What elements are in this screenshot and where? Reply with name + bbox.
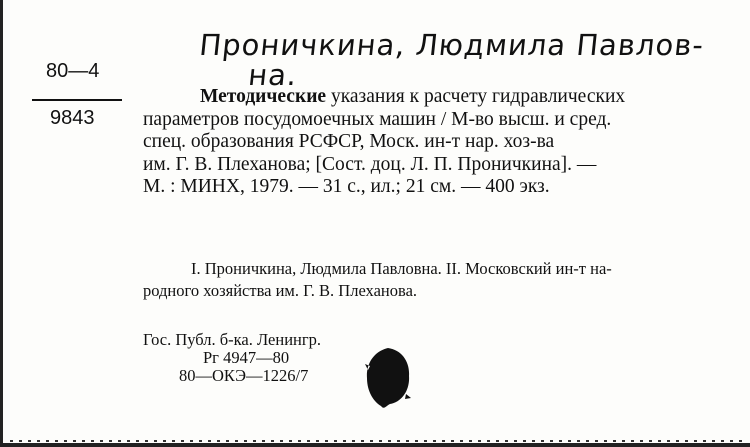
entry-line-5: М. : МИНХ, 1979. — 31 с., ил.; 21 см. — 400 экз. bbox=[143, 176, 550, 197]
call-number-divider bbox=[32, 99, 122, 101]
library-stamp-line-3: 80—ОКЭ—1226/7 bbox=[179, 366, 309, 385]
entry-line-2: параметров посудомоечных машин / М-во высш. и сред. bbox=[143, 108, 612, 130]
call-number-top: 80—4 bbox=[46, 60, 100, 82]
call-number-bottom: 9843 bbox=[50, 107, 95, 129]
handwritten-author-heading bbox=[195, 30, 706, 90]
entry-line-1 bbox=[143, 86, 736, 109]
handwritten-author-line-1: Проничкина, Людмила Павлов- bbox=[197, 28, 706, 62]
card-bottom-edge bbox=[0, 443, 750, 447]
entry-title-bold: Методические bbox=[200, 86, 327, 107]
tracings-line-1: I. Проничкина, Людмила Павловна. II. Московский ин-т на- bbox=[191, 259, 612, 278]
handwritten-author-line-2: на. bbox=[246, 58, 300, 92]
entry-line-1-rest: указания к расчету гидравлических bbox=[326, 86, 626, 107]
tracings-line-2: родного хозяйства им. Г. В. Плеханова. bbox=[143, 281, 418, 300]
card-bottom-perforation bbox=[10, 440, 745, 442]
card-left-edge bbox=[0, 0, 3, 447]
entry-line-3: спец. образования РСФСР, Моск. ин-т нар. хоз-ва bbox=[143, 131, 555, 152]
ink-blot bbox=[364, 346, 412, 410]
tracings bbox=[143, 258, 736, 302]
library-stamp-line-2: Рг 4947—80 bbox=[203, 348, 290, 367]
bibliographic-entry bbox=[143, 86, 736, 199]
entry-line-4: им. Г. В. Плеханова; [Сост. доц. Л. П. Проничкина]. — bbox=[143, 153, 597, 175]
library-stamp bbox=[143, 331, 321, 385]
library-stamp-line-1: Гос. Публ. б-ка. Ленингр. bbox=[143, 330, 322, 349]
